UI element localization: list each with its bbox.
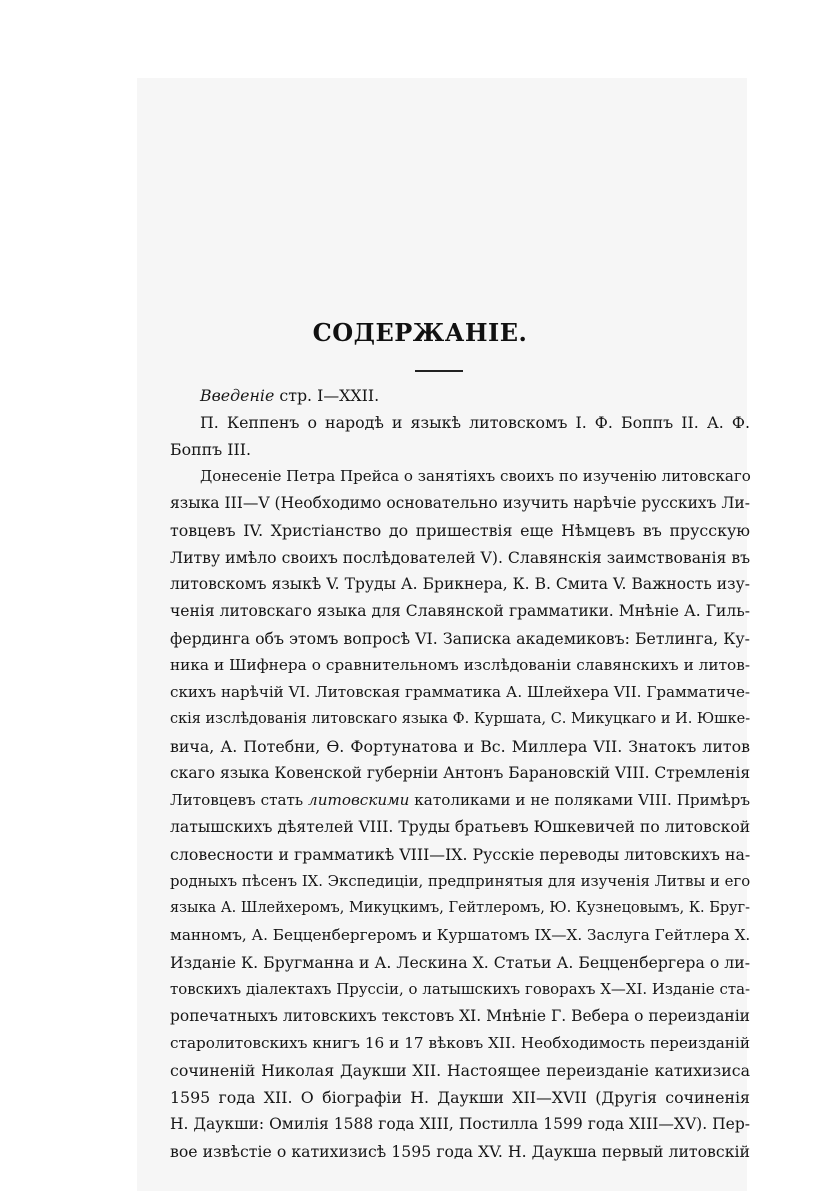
text-line: товцевъ IV. Христіанство до пришествія еще Нѣмцевъ въ прусскую (170, 521, 750, 540)
text-line: сочиненій Николая Даукши XII. Настоящее переизданіе катихизиса (170, 1061, 750, 1080)
text-line: языка III—V (Необходимо основательно изучить нарѣчіе русскихъ Ли- (170, 494, 750, 512)
text-line: товскихъ діалектахъ Пруссіи, о латышскихъ говорахъ X—XI. Изданіе ста- (170, 980, 750, 998)
intro-line (170, 382, 750, 409)
title-divider (415, 370, 463, 372)
text-line: 1595 года XII. О біографіи Н. Даукши XII—XVII (Другія сочиненія (170, 1088, 750, 1107)
text-line: ника и Шифнера о сравнительномъ изслѣдованіи славянскихъ и литов- (170, 656, 750, 674)
text-line: вое извѣстіе о катихизисѣ 1595 года XV. Н. Даукша первый литовскій (170, 1142, 750, 1161)
text-line: П. Кеппенъ о народѣ и языкѣ литовскомъ I. Ф. Боппъ II. А. Ф. (200, 413, 750, 432)
intro-pages: стр. I—XXII. (279, 386, 380, 405)
text-line: Изданіе К. Бругманна и А. Лескина X. Статьи А. Бецценбергера о ли- (170, 953, 750, 972)
text-line: скаго языка Ковенской губерніи Антонъ Барановскій VIII. Стремленія (170, 764, 751, 782)
text-line: языка А. Шлейхеромъ, Микуцкимъ, Гейтлеромъ, Ю. Кузнецовымъ, К. Бруг- (170, 900, 750, 916)
text-line: родныхъ пѣсенъ IX. Экспедиціи, предпринятыя для изученія Литвы и его (170, 872, 751, 890)
italic-word: литовскими (308, 791, 410, 809)
text-line: ропечатныхъ литовскихъ текстовъ XI. Мнѣніе Г. Вебера о переизданіи (170, 1007, 750, 1025)
text-line: скія изслѣдованія литовскаго языка Ф. Куршата, С. Микуцкаго и И. Юшке- (170, 711, 751, 727)
text-line: Боппъ III. (170, 440, 251, 459)
text-line: Н. Даукши: Омилія 1588 года XIII, Постилла 1599 года XIII—XV). Пер- (170, 1115, 750, 1133)
text-line: скихъ нарѣчій VI. Литовская грамматика А. Шлейхера VII. Грамматиче- (170, 683, 750, 701)
text-line: старолитовскихъ книгъ 16 и 17 вѣковъ XII. Необходимость переизданій (170, 1034, 750, 1052)
text-line: Литовцевъ стать литовскими католиками и не поляками VIII. Примѣръ (170, 791, 750, 809)
text-line: ченія литовскаго языка для Славянской грамматики. Мнѣніе А. Гиль- (170, 602, 750, 620)
text-line: фердинга объ этомъ вопросѣ VI. Записка академиковъ: Бетлинга, Ку- (170, 629, 750, 648)
contents-body (170, 382, 750, 1165)
text-line: Донесеніе Петра Прейса о занятіяхъ своихъ по изученію литовскаго (200, 467, 751, 485)
text-line: литовскомъ языкѣ V. Труды А. Брикнера, К. В. Смита V. Важность изу- (170, 575, 750, 593)
intro-label: Введеніе (200, 386, 275, 405)
text-line: латышскихъ дѣятелей VIII. Труды братьевъ Юшкевичей по литовской (170, 818, 751, 836)
text-line: вича, А. Потебни, Ѳ. Фортунатова и Вс. Миллера VII. Знатокъ литов (170, 737, 750, 756)
page-title: СОДЕРЖАНІЕ. (312, 318, 528, 347)
text-line: Литву имѣло своихъ послѣдователей V). Славянскія заимствованія въ (170, 548, 751, 567)
text-line: словесности и грамматикѣ VIII—IX. Русскіе переводы литовскихъ на- (170, 845, 751, 864)
text-line: манномъ, А. Бецценбергеромъ и Куршатомъ IX—X. Заслуга Гейтлера X. (170, 926, 751, 944)
